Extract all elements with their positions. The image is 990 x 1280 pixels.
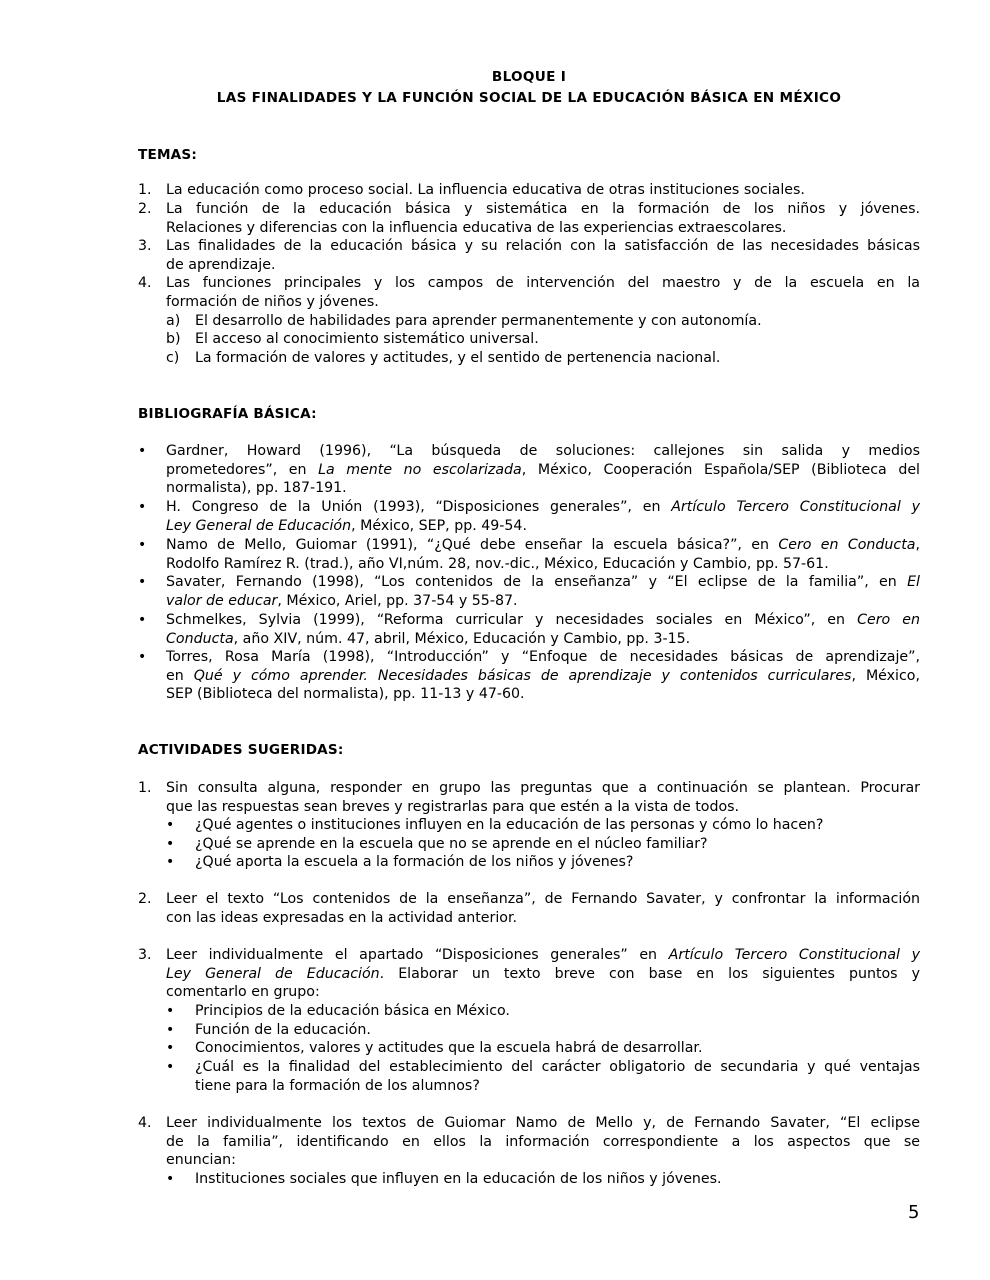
bibliography-entry (138, 573, 920, 610)
activity-bullet (166, 1002, 920, 1021)
tema-subitem (166, 330, 920, 349)
tema-item (138, 200, 920, 237)
entry-line: Torres, Rosa María (1998), “Introducción” y “Enfoque de necesidades básicas de aprendizaje”, (166, 649, 920, 665)
bibliography-entry (138, 498, 920, 535)
list-marker: 4. (138, 275, 152, 291)
bibliography-entry (138, 536, 920, 573)
page-number: 5 (908, 1202, 920, 1223)
bullet-text: ¿Cuál es la finalidad del establecimiento del carácter obligatorio de secundaria y qué ventajas (195, 1059, 920, 1075)
activity-line: enuncian: (166, 1152, 236, 1169)
book-title: Qué y cómo aprender. Necesidades básicas de aprendizaje y contenidos curriculares (193, 667, 852, 684)
activity-bullet (166, 853, 920, 872)
activity-line: con las ideas expresadas en la actividad anterior. (166, 909, 518, 926)
block-label: BLOQUE I (491, 69, 567, 85)
activity-line: Ley General de Educación. Elaborar un texto breve con base en los siguientes puntos y (166, 965, 921, 982)
entry-line: prometedores”, en La mente no escolarizada, México, Cooperación Española/SEP (Biblioteca del (166, 461, 920, 478)
activity-item (138, 946, 920, 1002)
entry-line: Schmelkes, Sylvia (1999), “Reforma curricular y necesidades sociales en México”, en Cero en (166, 612, 920, 628)
bullet-text: ¿Qué agentes o instituciones influyen en la educación de las personas y cómo lo hacen? (195, 817, 824, 833)
bullet-text: ¿Qué se aprende en la escuela que no se aprende en el núcleo familiar? (195, 836, 708, 852)
list-marker: 1. (138, 780, 152, 796)
bullet-icon: • (166, 836, 175, 852)
bibliography-entry (138, 648, 920, 704)
bibliografia-heading: BIBLIOGRAFÍA BÁSICA: (138, 406, 317, 422)
tema-item (138, 237, 920, 274)
activity-bullet (166, 816, 920, 835)
activity-bullet (166, 1058, 920, 1095)
bullet-icon: • (138, 499, 147, 515)
tema-subitem (166, 349, 920, 368)
entry-line: normalista), pp. 187-191. (166, 480, 347, 497)
book-title: Artículo Tercero Constitucional y (668, 947, 920, 963)
activity-item (138, 890, 920, 927)
bibliography-entry (138, 442, 920, 498)
entry-line: SEP (Biblioteca del normalista), pp. 11-13 y 47-60. (166, 686, 525, 703)
temas-heading: TEMAS: (138, 147, 198, 163)
entry-line: Savater, Fernando (1998), “Los contenidos de la enseñanza” y “El eclipse de la familia”, en El (166, 574, 920, 590)
bullet-icon: • (138, 443, 147, 459)
activity-line: de la familia”, identificando en ellos la información correspondiente a los aspectos que se (166, 1133, 920, 1150)
tema-text: Relaciones y diferencias con la influencia educativa de las experiencias extraescolares. (166, 219, 787, 236)
bullet-text: tiene para la formación de los alumnos? (195, 1077, 480, 1094)
activity-bullet (166, 1170, 920, 1189)
tema-text: de aprendizaje. (166, 256, 276, 273)
bullet-icon: • (138, 649, 147, 665)
activity-bullet (166, 1039, 920, 1058)
list-marker: 4. (138, 1115, 152, 1131)
bullet-icon: • (166, 1003, 175, 1019)
bullet-text: Función de la educación. (195, 1022, 371, 1038)
book-title: La mente no escolarizada (318, 461, 522, 478)
activity-line: comentarlo en grupo: (166, 984, 320, 1001)
activity-line: Sin consulta alguna, responder en grupo las preguntas que a continuación se plantean. Procurar (166, 780, 920, 796)
bullet-text: Principios de la educación básica en México. (195, 1003, 510, 1019)
tema-item (138, 181, 920, 200)
tema-text: La función de la educación básica y sistemática en la formación de los niños y jóvenes. (166, 201, 920, 217)
entry-line: Namo de Mello, Guiomar (1991), “¿Qué debe enseñar la escuela básica?”, en Cero en Conducta, (166, 537, 920, 553)
activity-line: que las respuestas sean breves y registrarlas para que estén a la vista de todos. (166, 798, 740, 815)
bullet-icon: • (166, 1059, 175, 1075)
bullet-icon: • (166, 1171, 175, 1187)
list-marker: 1. (138, 182, 152, 198)
list-marker: c) (166, 350, 180, 366)
entry-line: H. Congreso de la Unión (1993), “Disposiciones generales”, en Artículo Tercero Constitucional y (166, 499, 920, 515)
bullet-text: Instituciones sociales que influyen en la educación de los niños y jóvenes. (195, 1171, 722, 1187)
entry-line: Rodolfo Ramírez R. (trad.), año VI,núm. 28, nov.-dic., México, Educación y Cambio, pp. 57-61. (166, 555, 829, 572)
bullet-text: Conocimientos, valores y actitudes que la escuela habrá de desarrollar. (195, 1040, 703, 1056)
bullet-icon: • (166, 1022, 175, 1038)
activity-bullet (166, 835, 920, 854)
bullet-icon: • (138, 537, 147, 553)
list-marker: 2. (138, 201, 152, 217)
bullet-icon: • (138, 574, 147, 590)
list-marker: 3. (138, 238, 152, 254)
book-title: Conducta (166, 630, 234, 647)
book-title: valor de educar (166, 592, 278, 609)
activity-item (138, 779, 920, 816)
bibliography-entry (138, 611, 920, 648)
entry-line: Conducta, año XIV, núm. 47, abril, México, Educación y Cambio, pp. 3-15. (166, 630, 691, 647)
bullet-icon: • (166, 854, 175, 870)
tema-text: Las finalidades de la educación básica y su relación con la satisfacción de las necesidades básicas (166, 238, 920, 254)
list-marker: 2. (138, 891, 152, 907)
bullet-icon: • (138, 612, 147, 628)
book-title: El (907, 574, 920, 590)
book-title: Ley General de Educación (166, 517, 352, 534)
tema-text: Las funciones principales y los campos de intervención del maestro y de la escuela en la (166, 275, 920, 291)
book-title: Artículo Tercero Constitucional y (671, 499, 920, 515)
entry-line: valor de educar, México, Ariel, pp. 37-54 y 55-87. (166, 592, 518, 609)
page-title: LAS FINALIDADES Y LA FUNCIÓN SOCIAL DE LA EDUCACIÓN BÁSICA EN MÉXICO (216, 90, 842, 106)
entry-line: Ley General de Educación, México, SEP, pp. 49-54. (166, 517, 527, 534)
activity-item (138, 1114, 920, 1170)
list-marker: a) (166, 313, 181, 329)
activity-bullet (166, 1021, 920, 1040)
actividades-heading: ACTIVIDADES SUGERIDAS: (138, 742, 344, 758)
subitem-text: El desarrollo de habilidades para aprender permanentemente y con autonomía. (195, 313, 762, 329)
book-title: Cero en Conducta (778, 537, 916, 553)
list-marker: b) (166, 331, 181, 347)
activity-line: Leer el texto “Los contenidos de la enseñanza”, de Fernando Savater, y confrontar la información (166, 891, 920, 907)
tema-item (138, 274, 920, 311)
activity-line: Leer individualmente el apartado “Disposiciones generales” en Artículo Tercero Constitucional y (166, 947, 920, 963)
activity-line: Leer individualmente los textos de Guiomar Namo de Mello y, de Fernando Savater, “El eclipse (166, 1115, 920, 1131)
subitem-text: La formación de valores y actitudes, y el sentido de pertenencia nacional. (195, 350, 721, 366)
tema-text: La educación como proceso social. La influencia educativa de otras instituciones sociales. (166, 182, 805, 198)
entry-line: Gardner, Howard (1996), “La búsqueda de soluciones: callejones sin salida y medios (166, 443, 920, 459)
entry-line: en Qué y cómo aprender. Necesidades básicas de aprendizaje y contenidos curriculares, México, (166, 667, 920, 684)
book-title: Ley General de Educación (166, 965, 380, 982)
book-title: Cero en (857, 612, 920, 628)
tema-subitem (166, 312, 920, 331)
bullet-icon: • (166, 1040, 175, 1056)
subitem-text: El acceso al conocimiento sistemático universal. (195, 331, 539, 347)
bullet-icon: • (166, 817, 175, 833)
bullet-text: ¿Qué aporta la escuela a la formación de los niños y jóvenes? (195, 854, 634, 870)
tema-text: formación de niños y jóvenes. (166, 293, 379, 310)
list-marker: 3. (138, 947, 152, 963)
